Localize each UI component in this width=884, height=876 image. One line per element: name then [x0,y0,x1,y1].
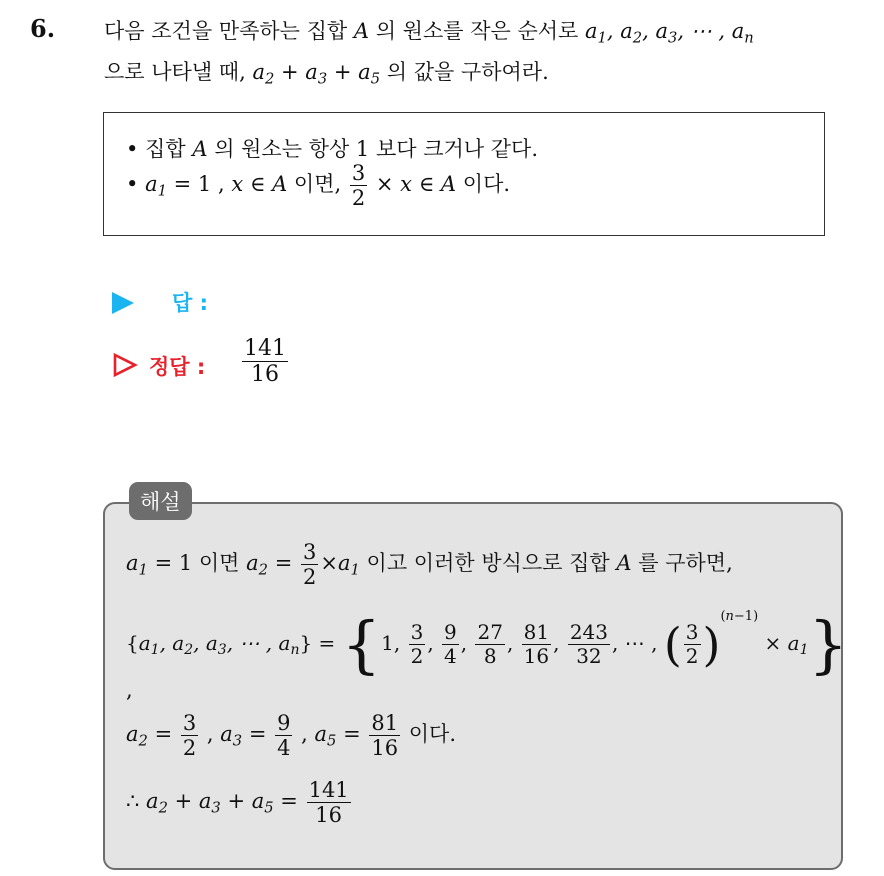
answer-numerator: 141 [244,336,286,361]
solution-tag: 해설 [129,482,192,520]
answer-play-icon [112,292,134,314]
solution-text: 이고 이러한 방식으로 집합 [366,551,610,576]
solution-line-1: $a_1 = 1$ 이면 $a_2$ = $\frac{3}{2}$ $\times a_1$ 이고 이러한 방식으로 집합 A 를 구하면, [126,540,733,590]
problem-text: 의 원소를 작은 순서로 [375,19,579,43]
problem-text: 의 값을 구하여라. [386,60,549,84]
correct-answer-triangle-icon [112,352,138,378]
solution-line-2: {$a_1$, $a_2$, $a_3$, ⋯ , $a_n\} = \{1$, $\frac{3}{2}$ , $\frac{9}{4}$ , $\frac{27}{8}$ , $\frac{81}{16}$ , $\frac{243}{32}$ , ⋯ , ( $\frac{3}{2}$ )$^{(n-1)} \times a_1$} [126,608,848,681]
solution-text: 이면 [198,551,240,576]
bullet: • [126,172,139,197]
set-symbol: A [616,551,632,576]
set-symbol: A [192,137,208,161]
correct-answer-label: 정답 : [149,355,206,379]
answer-denominator: 16 [251,362,279,388]
sum-expression: $a_2 + a_3 + a_5$ [252,60,381,88]
solution-text: 를 구하면, [638,551,733,576]
condition-text: 이다. [462,172,511,197]
solution-comma: , [126,678,133,702]
sequence-expression: $a_1$, $a_2$, $a_3$, ⋯ , $a_n$ [585,19,754,47]
answer-label: 답 : [172,291,208,315]
problem-line-2 [104,56,549,86]
problem-number: 6. [30,14,56,43]
problem-text: 다음 조건을 만족하는 집합 [104,19,348,43]
solution-line-4: ∴ $a_2 + a_3 + a_5$ = $\frac{141}{16}$ [126,778,349,828]
conditions-box [103,112,825,236]
set-symbol: A [353,19,370,43]
solution-line-3: $a_2$ = $\frac{3}{2}$ , $a_3$ = $\frac{9}{4}$ , $a_5$ = $\frac{81}{16}$ 이다. [126,711,457,761]
problem-text: 으로 나타낼 때, [104,60,246,84]
problem-line-1 [104,15,754,45]
condition-text: 의 원소는 항상 1 보다 크거나 같다. [214,137,538,161]
fraction-3-2: $\frac{3}{2}$ [351,161,366,211]
condition-text: • 집합 [126,137,186,161]
correct-answer-value [240,336,290,388]
condition-1 [126,133,538,163]
condition-2: • $a_1 = 1$ , x ∈ A 이면, $\frac{3}{2}$ × x ∈ A 이다. [126,161,511,211]
solution-text: 이다. [408,722,457,747]
